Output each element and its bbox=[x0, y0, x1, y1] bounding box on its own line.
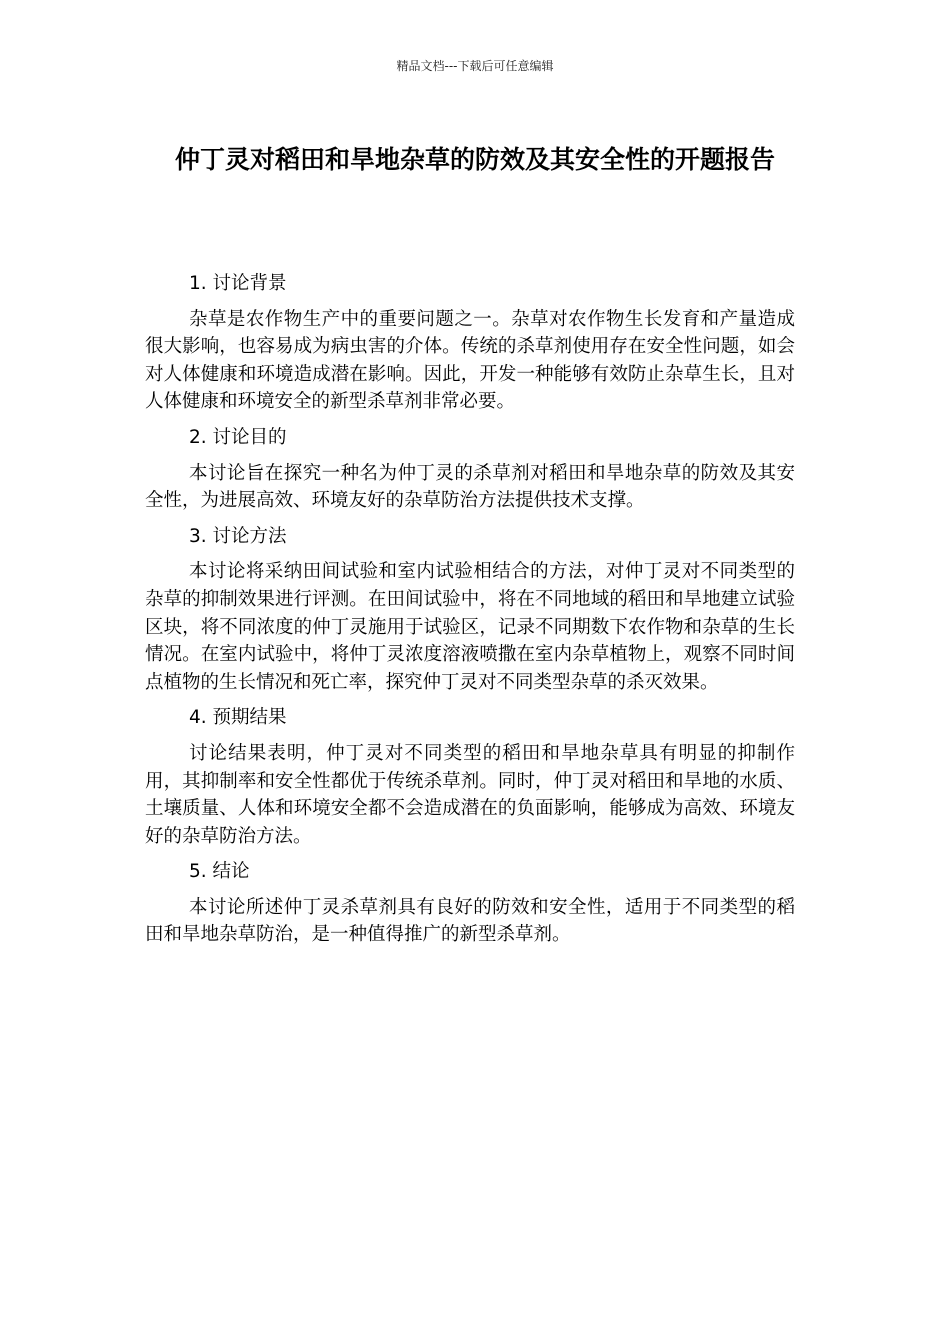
section-methods bbox=[145, 523, 795, 697]
section-paragraph: 讨论结果表明，仲丁灵对不同类型的稻田和旱地杂草具有明显的抑制作用，其抑制率和安全性都优于传统杀草剂。同时，仲丁灵对稻田和旱地的水质、土壤质量、人体和环境安全都不会造成潜在的负面影响，能够成为高效、环境友好的杂草防治方法。 bbox=[145, 742, 795, 847]
section-conclusion bbox=[145, 858, 795, 949]
section-paragraph: 杂草是农作物生产中的重要问题之一。杂草对农作物生长发育和产量造成很大影响，也容易成为病虫害的介体。传统的杀草剂使用存在安全性问题，如会对人体健康和环境造成潜在影响。因此，开发一种能够有效防止杂草生长，且对人体健康和环境安全的新型杀草剂非常必要。 bbox=[145, 308, 795, 413]
section-paragraph: 本讨论旨在探究一种名为仲丁灵的杀草剂对稻田和旱地杂草的防效及其安全性，为进展高效、环境友好的杂草防治方法提供技术支撑。 bbox=[145, 462, 795, 512]
section-heading: 3. 讨论方法 bbox=[189, 525, 287, 547]
section-heading: 2. 讨论目的 bbox=[189, 426, 287, 448]
page-header: 精品文档---下载后可任意编辑 bbox=[396, 59, 554, 73]
section-purpose bbox=[145, 424, 795, 515]
document-body bbox=[145, 270, 795, 957]
section-background bbox=[145, 270, 795, 416]
section-heading: 1. 讨论背景 bbox=[189, 273, 287, 294]
section-expected-results bbox=[145, 704, 795, 850]
section-paragraph: 本讨论将采纳田间试验和室内试验相结合的方法，对仲丁灵对不同类型的杂草的抑制效果进行评测。在田间试验中，将在不同地域的稻田和旱地建立试验区块，将不同浓度的仲丁灵施用于试验区，记录不同期数下农作物和杂草的生长情况。在室内试验中，将仲丁灵浓度溶液喷撒在室内杂草植物上，观察不同时间点植物的生长情况和死亡率，探究仲丁灵对不同类型杂草的杀灭效果。 bbox=[145, 561, 795, 693]
section-heading: 5. 结论 bbox=[189, 861, 250, 883]
section-paragraph: 本讨论所述仲丁灵杀草剂具有良好的防效和安全性，适用于不同类型的稻田和旱地杂草防治，是一种值得推广的新型杀草剂。 bbox=[145, 896, 795, 946]
section-heading: 4. 预期结果 bbox=[189, 707, 287, 729]
document-title: 仲丁灵对稻田和旱地杂草的防效及其安全性的开题报告 bbox=[174, 145, 775, 174]
